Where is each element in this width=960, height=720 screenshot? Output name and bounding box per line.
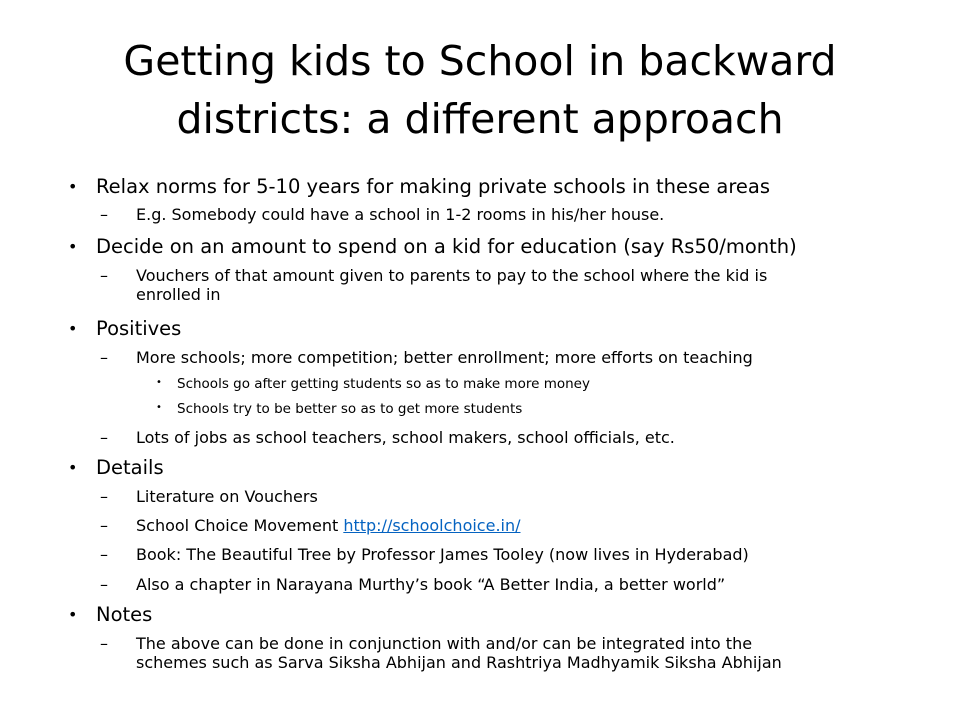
slide-title	[60, 32, 900, 148]
dash-marker: –	[100, 487, 108, 506]
school-choice-link[interactable]: http://schoolchoice.in/	[343, 516, 521, 535]
bullet-marker: •	[68, 319, 78, 338]
sub-bullet-text: Literature on Vouchers	[136, 487, 318, 506]
sub-bullet-text-line-2: enrolled in	[136, 285, 221, 304]
sub-bullet-text: Book: The Beautiful Tree by Professor James Tooley (now lives in Hyderabad)	[136, 545, 749, 564]
small-bullet-marker: •	[156, 402, 162, 413]
bullet-text: Notes	[96, 603, 153, 626]
sub-bullet-text-line-2: schemes such as Sarva Siksha Abhijan and Rashtriya Madhyamik Siksha Abhijan	[136, 653, 782, 672]
dash-marker: –	[100, 634, 108, 653]
bullet-relax-norms	[68, 175, 771, 198]
bullet-details	[68, 456, 164, 479]
dash-marker: –	[100, 428, 108, 447]
sub-bullet-example	[100, 205, 916, 224]
bullet-marker: •	[68, 605, 78, 624]
sub-bullet-book	[100, 545, 916, 564]
dash-marker: –	[100, 545, 108, 564]
sub-bullet-vouchers	[100, 266, 916, 304]
sub-bullet-text-line-1: Vouchers of that amount given to parents to pay to the school where the kid is	[136, 266, 768, 285]
bullet-marker: •	[68, 177, 78, 196]
dash-marker: –	[100, 348, 108, 367]
sub-bullet-lots-of-jobs	[100, 428, 916, 447]
sub-bullet-text: School Choice Movement	[136, 516, 344, 535]
title-line-1: Getting kids to School in backward	[123, 37, 837, 85]
dash-marker: –	[100, 575, 108, 594]
bullet-decide-amount	[68, 235, 797, 258]
sub-sub-bullet-schools-try	[156, 401, 523, 417]
sub-bullet-school-choice	[100, 516, 916, 535]
sub-bullet-chapter	[100, 575, 916, 594]
dash-marker: –	[100, 205, 108, 224]
title-line-2: districts: a different approach	[176, 95, 784, 143]
sub-bullet-text: Also a chapter in Narayana Murthy’s book “A Better India, a better world”	[136, 575, 726, 594]
bullet-positives	[68, 317, 182, 340]
bullet-notes	[68, 603, 153, 626]
dash-marker: –	[100, 266, 108, 285]
bullet-text: Positives	[96, 317, 182, 340]
bullet-text: Relax norms for 5-10 years for making private schools in these areas	[96, 175, 771, 198]
sub-bullet-text: Lots of jobs as school teachers, school makers, school officials, etc.	[136, 428, 675, 447]
sub-sub-bullet-text: Schools try to be better so as to get more students	[177, 401, 523, 417]
sub-sub-bullet-text: Schools go after getting students so as to make more money	[177, 376, 590, 392]
dash-marker: –	[100, 516, 108, 535]
small-bullet-marker: •	[156, 377, 162, 388]
sub-bullet-text: E.g. Somebody could have a school in 1-2 rooms in his/her house.	[136, 205, 665, 224]
bullet-text: Details	[96, 456, 164, 479]
sub-bullet-above	[100, 634, 916, 672]
sub-bullet-text: More schools; more competition; better enrollment; more efforts on teaching	[136, 348, 753, 367]
bullet-marker: •	[68, 458, 78, 477]
sub-sub-bullet-schools-go	[156, 376, 590, 392]
sub-bullet-text-line-1: The above can be done in conjunction with and/or can be integrated into the	[136, 634, 753, 653]
bullet-text: Decide on an amount to spend on a kid for education (say Rs50/month)	[96, 235, 797, 258]
sub-bullet-more-schools	[100, 348, 916, 367]
bullet-marker: •	[68, 237, 78, 256]
sub-bullet-literature	[100, 487, 916, 506]
